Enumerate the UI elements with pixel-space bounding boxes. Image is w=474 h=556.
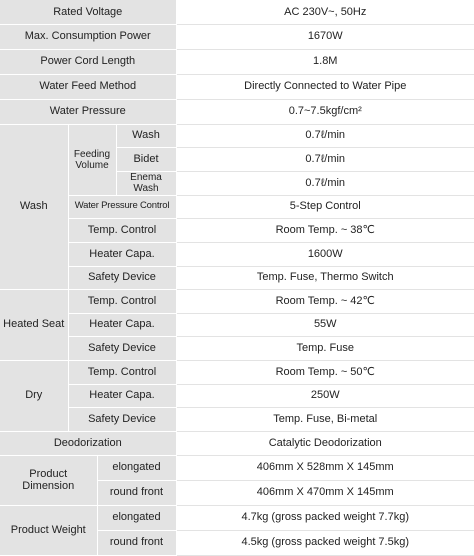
seat-temp-control-value: Room Temp. ~ 42℃: [176, 289, 474, 313]
rated-voltage-label: Rated Voltage: [0, 0, 176, 24]
seat-safety-value: Temp. Fuse: [176, 336, 474, 360]
seat-heater-value: 55W: [176, 313, 474, 336]
seat-group-label: Heated Seat: [0, 289, 68, 360]
max-power-label: Max. Consumption Power: [0, 24, 176, 49]
dimension-elongated-label: elongated: [97, 455, 176, 480]
dry-group-label: Dry: [0, 360, 68, 431]
cord-length-label: Power Cord Length: [0, 49, 176, 74]
seat-heater-label: Heater Capa.: [68, 313, 176, 336]
deodorization-label: Deodorization: [0, 431, 176, 455]
weight-group-label: Product Weight: [0, 505, 97, 555]
weight-elongated-value: 4.7kg (gross packed weight 7.7kg): [176, 505, 474, 530]
dry-heater-label: Heater Capa.: [68, 384, 176, 407]
table-row: [0, 124, 474, 147]
feeding-bidet-value: 0.7ℓ/min: [176, 147, 474, 171]
feeding-enema-label: Enema Wash: [116, 171, 176, 195]
table-row: [0, 74, 474, 99]
table-row: [0, 266, 474, 289]
wash-group-label: Wash: [0, 124, 68, 289]
pressure-control-value: 5-Step Control: [176, 195, 474, 218]
table-row: [0, 431, 474, 455]
wash-temp-control-label: Temp. Control: [68, 218, 176, 242]
dimension-round-value: 406mm X 470mm X 145mm: [176, 480, 474, 505]
cord-length-value: 1.8M: [176, 49, 474, 74]
wash-safety-label: Safety Device: [68, 266, 176, 289]
max-power-value: 1670W: [176, 24, 474, 49]
table-row: [0, 24, 474, 49]
table-row: [0, 384, 474, 407]
table-row: [0, 505, 474, 530]
feed-method-label: Water Feed Method: [0, 74, 176, 99]
table-row: [0, 289, 474, 313]
dry-safety-label: Safety Device: [68, 407, 176, 431]
dimension-round-label: round front: [97, 480, 176, 505]
feeding-wash-label: Wash: [116, 124, 176, 147]
table-row: [0, 455, 474, 480]
seat-safety-label: Safety Device: [68, 336, 176, 360]
dry-safety-value: Temp. Fuse, Bi-metal: [176, 407, 474, 431]
table-row: [0, 336, 474, 360]
seat-temp-control-label: Temp. Control: [68, 289, 176, 313]
table-row: [0, 313, 474, 336]
pressure-control-label: Water Pressure Control: [68, 195, 176, 218]
deodorization-value: Catalytic Deodorization: [176, 431, 474, 455]
feeding-enema-value: 0.7ℓ/min: [176, 171, 474, 195]
wash-temp-control-value: Room Temp. ~ 38℃: [176, 218, 474, 242]
table-row: [0, 195, 474, 218]
dimension-elongated-value: 406mm X 528mm X 145mm: [176, 455, 474, 480]
table-row: [0, 0, 474, 24]
dimension-group-label: Product Dimension: [0, 455, 97, 505]
weight-round-value: 4.5kg (gross packed weight 7.5kg): [176, 530, 474, 555]
table-row: [0, 242, 474, 266]
dry-temp-control-label: Temp. Control: [68, 360, 176, 384]
table-row: [0, 49, 474, 74]
feed-method-value: Directly Connected to Water Pipe: [176, 74, 474, 99]
table-row: [0, 218, 474, 242]
water-pressure-value: 0.7~7.5kgf/cm²: [176, 99, 474, 124]
table-row: [0, 99, 474, 124]
table-row: [0, 360, 474, 384]
dry-temp-control-value: Room Temp. ~ 50℃: [176, 360, 474, 384]
weight-round-label: round front: [97, 530, 176, 555]
wash-heater-label: Heater Capa.: [68, 242, 176, 266]
water-pressure-label: Water Pressure: [0, 99, 176, 124]
feeding-volume-label: Feeding Volume: [68, 124, 116, 195]
wash-safety-value: Temp. Fuse, Thermo Switch: [176, 266, 474, 289]
feeding-wash-value: 0.7ℓ/min: [176, 124, 474, 147]
feeding-bidet-label: Bidet: [116, 147, 176, 171]
table-row: [0, 407, 474, 431]
rated-voltage-value: AC 230V~, 50Hz: [176, 0, 474, 24]
wash-heater-value: 1600W: [176, 242, 474, 266]
weight-elongated-label: elongated: [97, 505, 176, 530]
dry-heater-value: 250W: [176, 384, 474, 407]
